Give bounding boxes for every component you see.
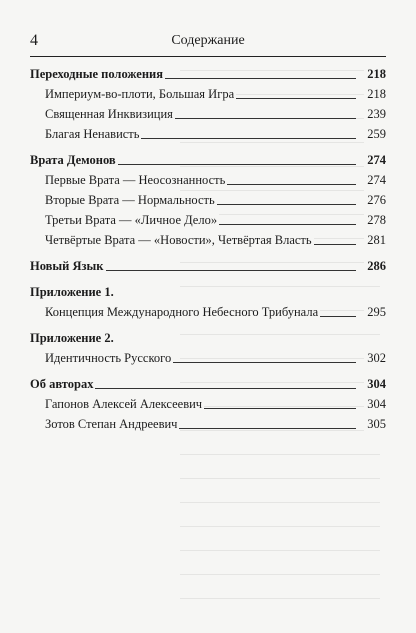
toc-item-title: Первые Врата — Неосознанность <box>30 173 227 187</box>
toc-item-row <box>30 190 386 210</box>
toc-page-number: 295 <box>364 302 386 322</box>
toc-item-row <box>30 394 386 414</box>
toc-section-row <box>30 150 386 170</box>
toc-item-title: Четвёртые Врата — «Новости», Четвёртая Власть <box>30 233 314 247</box>
toc-section-title: Новый Язык <box>30 259 104 273</box>
toc-section-title: Об авторах <box>30 377 94 391</box>
toc-section-title: Приложение 2. <box>30 331 114 345</box>
toc-item-row <box>30 414 386 434</box>
toc-section-row <box>30 328 386 348</box>
toc-item-title: Идентичность Русского <box>30 351 173 365</box>
toc-page-number: 259 <box>364 124 386 144</box>
toc-item-title: Вторые Врата — Нормальность <box>30 193 217 207</box>
toc-item-title: Благая Ненависть <box>30 127 141 141</box>
running-title: Содержание <box>171 33 245 48</box>
table-of-contents <box>30 64 386 434</box>
toc-page-number: 276 <box>364 190 386 210</box>
toc-page-number: 218 <box>364 84 386 104</box>
toc-page-number: 286 <box>364 256 386 276</box>
toc-page-number: 302 <box>364 348 386 368</box>
toc-item-row <box>30 170 386 190</box>
toc-page-number: 218 <box>364 64 386 84</box>
toc-item-row <box>30 124 386 144</box>
toc-item-row <box>30 348 386 368</box>
toc-item-row <box>30 210 386 230</box>
toc-item-title: Священная Инквизиция <box>30 107 175 121</box>
toc-section-title: Переходные положения <box>30 67 163 81</box>
toc-section-title: Врата Демонов <box>30 153 116 167</box>
toc-section-title: Приложение 1. <box>30 285 114 299</box>
book-page <box>30 0 386 633</box>
page-header <box>30 32 386 52</box>
toc-item-row <box>30 302 386 322</box>
toc-page-number: 281 <box>364 230 386 250</box>
page-number: 4 <box>30 32 38 49</box>
toc-page-number: 274 <box>364 170 386 190</box>
toc-page-number: 304 <box>364 374 386 394</box>
toc-item-title: Третьи Врата — «Личное Дело» <box>30 213 219 227</box>
toc-section-row <box>30 256 386 276</box>
toc-item-title: Концепция Международного Небесного Трибунала <box>30 305 320 319</box>
toc-page-number: 274 <box>364 150 386 170</box>
toc-item-row <box>30 230 386 250</box>
toc-item-title: Зотов Степан Андреевич <box>30 417 179 431</box>
toc-page-number: 304 <box>364 394 386 414</box>
toc-section-row <box>30 64 386 84</box>
toc-item-row <box>30 104 386 124</box>
toc-section-row <box>30 282 386 302</box>
toc-page-number: 239 <box>364 104 386 124</box>
toc-page-number: 305 <box>364 414 386 434</box>
toc-item-title: Гапонов Алексей Алексеевич <box>30 397 204 411</box>
toc-section-row <box>30 374 386 394</box>
header-rule <box>30 56 386 57</box>
toc-item-title: Империум-во-плоти, Большая Игра <box>30 87 236 101</box>
toc-item-row <box>30 84 386 104</box>
toc-page-number: 278 <box>364 210 386 230</box>
